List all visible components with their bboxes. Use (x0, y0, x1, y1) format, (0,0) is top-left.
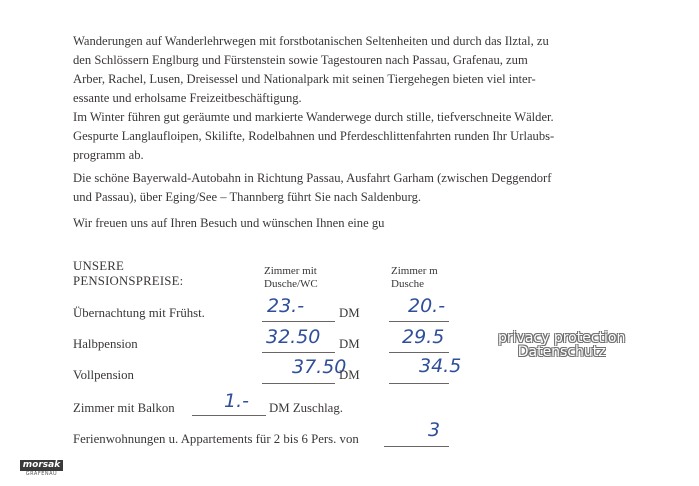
paragraph-directions (73, 169, 643, 207)
text-line: Die schöne Bayerwald-Autobahn in Richtung Passau, Ausfahrt Garham (zwischen Deggendorf (73, 171, 552, 185)
text-line: und Passau), über Eging/See – Thannberg führt Sie nach Saldenburg. (73, 190, 422, 204)
privacy-stamp: privacy protection Datenschutz (498, 330, 626, 360)
price-overnight-shower: 20.- (408, 295, 446, 317)
price-line (389, 321, 449, 322)
row-label-full-board: Vollpension (73, 368, 134, 382)
logo-place: GRAFENAU (25, 471, 58, 477)
apartments-line (384, 446, 449, 447)
price-overnight-shower-wc: 23.- (267, 295, 305, 317)
text-line: Wanderungen auf Wanderlehrwegen mit forstbotanischen Seltenheiten und durch das Ilztal, zu (73, 34, 549, 48)
price-line (262, 383, 335, 384)
paragraph-winter (73, 108, 643, 165)
row-label-half-board: Halbpension (73, 337, 138, 351)
price-line (389, 352, 449, 353)
logo-mark: morsak (20, 460, 63, 471)
price-full-board-shower-wc: 37.50 (292, 356, 347, 378)
paragraph-hiking (73, 32, 643, 108)
column-header-shower: Zimmer m Dusche (391, 265, 438, 290)
row-label-overnight: Übernachtung mit Frühst. (73, 306, 205, 320)
publisher-logo (20, 460, 63, 480)
currency-label: DM (339, 337, 360, 351)
paragraph-greeting (73, 214, 643, 233)
balcony-surcharge-value: 1.- (224, 390, 249, 412)
prices-heading: UNSERE PENSIONSPREISE: (73, 259, 184, 288)
text-line: Gespurte Langlaufloipen, Skilifte, Rodelbahnen und Pferdeschlittenfahrten runden Ihr Urlaubs- (73, 129, 555, 143)
text-line: programm ab. (73, 148, 144, 162)
price-half-board-shower-wc: 32.50 (266, 326, 321, 348)
currency-label: DM (339, 368, 360, 382)
price-line (389, 383, 449, 384)
text-line: essante und erholsame Freizeitbeschäftigung. (73, 91, 302, 105)
apartments-price-value: 3 (428, 419, 441, 441)
text-line: Wir freuen uns auf Ihren Besuch und wünschen Ihnen eine gu (73, 216, 385, 230)
currency-label: DM (339, 306, 360, 320)
column-header-shower-wc: Zimmer mit Dusche/WC (264, 265, 318, 290)
text-line: Im Winter führen gut geräumte und markierte Wanderwege durch stille, tiefverschneite Wälder. (73, 110, 554, 124)
text-line: den Schlössern Englburg und Fürstenstein sowie Tagestouren nach Passau, Grafenau, zum (73, 53, 528, 67)
balcony-suffix: DM Zuschlag. (269, 401, 343, 415)
balcony-line (192, 415, 266, 416)
price-line (262, 321, 335, 322)
balcony-label: Zimmer mit Balkon (73, 401, 175, 415)
price-half-board-shower: 29.5 (402, 326, 445, 348)
price-line (262, 352, 335, 353)
text-line: Arber, Rachel, Lusen, Dreisessel und Nationalpark mit seinen Tiergehegen bieten viel inter- (73, 72, 536, 86)
apartments-label: Ferienwohnungen u. Appartements für 2 bis 6 Pers. von (73, 432, 359, 446)
price-full-board-shower: 34.5 (419, 355, 462, 377)
